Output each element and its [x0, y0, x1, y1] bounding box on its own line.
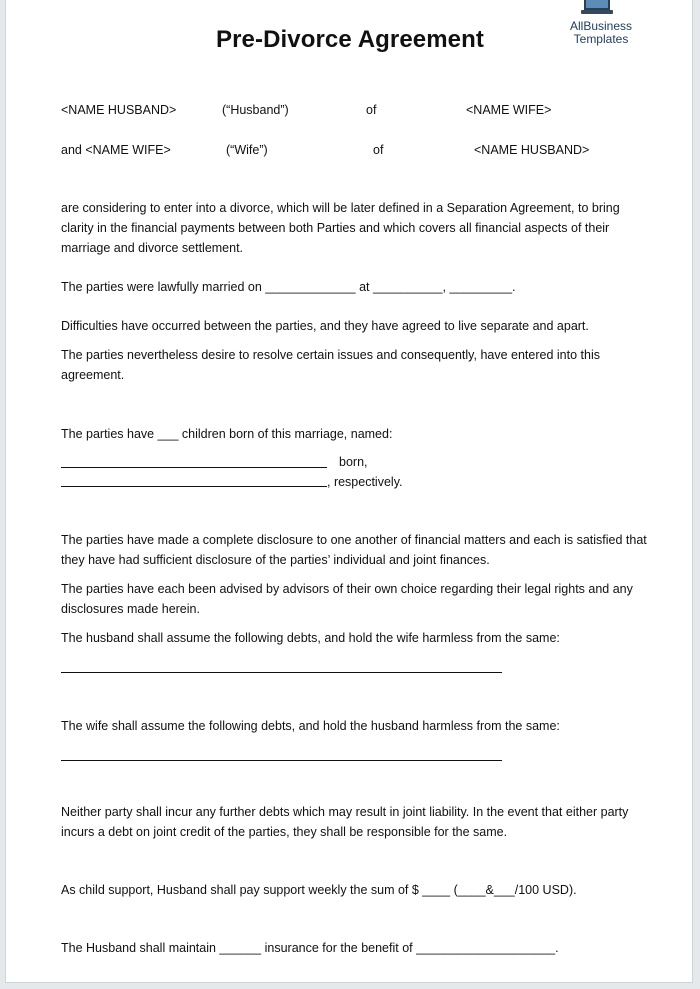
- party2-role: (“Wife”): [226, 143, 268, 157]
- husband-debts-paragraph: The husband shall assume the following debts, and hold the wife harmless from the same:: [61, 631, 560, 645]
- husband-debts-line[interactable]: [61, 672, 502, 673]
- disclosure-paragraph: The parties have made a complete disclosure to one another of financial matters and each is satisfied that they have had sufficient disclosure of the parties’ individual and joint finances.: [61, 533, 647, 567]
- party1-of: of: [366, 103, 377, 117]
- child-born-label: born,: [339, 455, 368, 469]
- advisors-paragraph: The parties have each been advised by advisors of their own choice regarding their legal rights and any disclosures made herein.: [61, 582, 633, 616]
- document-title: Pre-Divorce Agreement: [216, 26, 484, 53]
- logo-text: [558, 20, 644, 46]
- insurance-paragraph: The Husband shall maintain ______ insurance for the benefit of ____________________.: [61, 941, 559, 955]
- marriage-paragraph: The parties were lawfully married on _____________ at __________, _________.: [61, 280, 516, 294]
- allbusiness-logo: [558, 0, 644, 54]
- child-name-line-2[interactable]: [61, 486, 327, 487]
- difficulties-paragraph: Difficulties have occurred between the parties, and they have agreed to live separate and apart.: [61, 319, 589, 333]
- wife-debts-paragraph: The wife shall assume the following debts, and hold the husband harmless from the same:: [61, 719, 560, 733]
- party1-name: <NAME HUSBAND>: [61, 103, 177, 117]
- party2-spouse: <NAME HUSBAND>: [474, 143, 590, 157]
- party1-role: (“Husband”): [222, 103, 289, 117]
- party2-of: of: [373, 143, 384, 157]
- children-paragraph: The parties have ___ children born of this marriage, named:: [61, 427, 393, 441]
- laptop-icon: [580, 0, 614, 17]
- intro-paragraph: are considering to enter into a divorce, which will be later defined in a Separation Agreement, to bring clarity in the financial payments between both Parties and which covers all financial aspects of their marriage and divorce settlement.: [61, 201, 620, 255]
- child-respectively-label: , respectively.: [327, 475, 403, 489]
- child-name-line-1[interactable]: [61, 467, 327, 468]
- wife-debts-line[interactable]: [61, 760, 502, 761]
- logo-line1: AllBusiness: [569, 19, 633, 33]
- no-further-debts-paragraph: Neither party shall incur any further debts which may result in joint liability. In the event that either party incurs a debt on joint credit of the parties, they shall be responsible for the same.: [61, 805, 629, 839]
- party1-spouse: <NAME WIFE>: [466, 103, 552, 117]
- child-support-paragraph: As child support, Husband shall pay support weekly the sum of $ ____ (____&___/100 USD).: [61, 883, 577, 897]
- desire-paragraph: The parties nevertheless desire to resolve certain issues and consequently, have entered into this agreement.: [61, 348, 600, 382]
- party2-name: and <NAME WIFE>: [61, 143, 171, 157]
- logo-line2: Templates: [573, 32, 629, 46]
